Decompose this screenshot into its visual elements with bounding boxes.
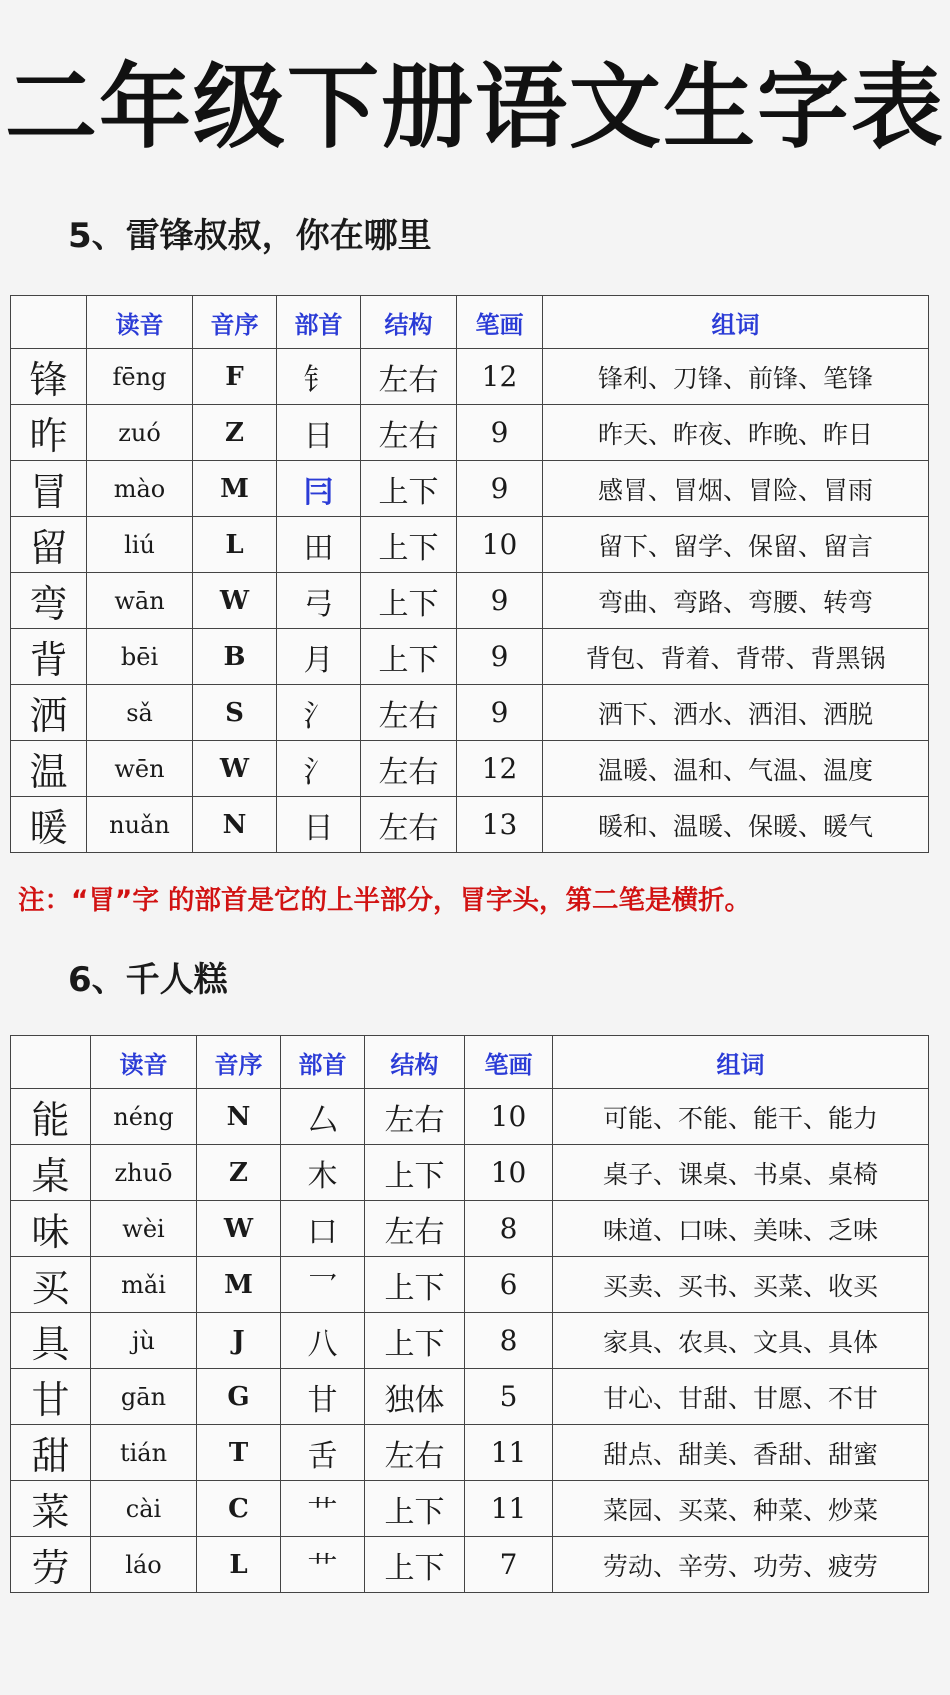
words-cell: 买卖、买书、买菜、收买 xyxy=(553,1257,929,1313)
strokes-cell: 6 xyxy=(465,1257,553,1313)
header-char xyxy=(11,1036,91,1089)
pinyin-cell: nuǎn xyxy=(87,797,193,853)
pinyin-cell: zuó xyxy=(87,405,193,461)
structure-cell: 左右 xyxy=(365,1425,465,1481)
lesson-5-title: 5、雷锋叔叔，你在哪里 xyxy=(68,216,432,256)
words-cell: 甘心、甘甜、甘愿、不甘 xyxy=(553,1369,929,1425)
table-row xyxy=(11,1145,929,1201)
lesson-6-title: 6、千人糕 xyxy=(68,960,228,1000)
header-pinyin: 读音 xyxy=(91,1036,197,1089)
structure-cell: 上下 xyxy=(361,573,457,629)
radical-cell: 田 xyxy=(277,517,361,573)
header-initial: 音序 xyxy=(197,1036,281,1089)
character-cell: 锋 xyxy=(11,349,87,405)
header-initial: 音序 xyxy=(193,296,277,349)
table-row xyxy=(11,405,929,461)
words-cell: 弯曲、弯路、弯腰、转弯 xyxy=(543,573,929,629)
strokes-cell: 12 xyxy=(457,349,543,405)
pinyin-cell: mào xyxy=(87,461,193,517)
character-cell: 弯 xyxy=(11,573,87,629)
table-header-row xyxy=(11,296,929,349)
initial-cell: B xyxy=(193,629,277,685)
header-words: 组词 xyxy=(543,296,929,349)
pinyin-cell: tián xyxy=(91,1425,197,1481)
words-cell: 可能、不能、能干、能力 xyxy=(553,1089,929,1145)
character-cell: 劳 xyxy=(11,1537,91,1593)
character-cell: 昨 xyxy=(11,405,87,461)
words-cell: 菜园、买菜、种菜、炒菜 xyxy=(553,1481,929,1537)
initial-cell: J xyxy=(197,1313,281,1369)
strokes-cell: 8 xyxy=(465,1313,553,1369)
strokes-cell: 9 xyxy=(457,685,543,741)
initial-cell: Z xyxy=(197,1145,281,1201)
strokes-cell: 9 xyxy=(457,405,543,461)
table-row xyxy=(11,349,929,405)
character-cell: 买 xyxy=(11,1257,91,1313)
character-cell: 桌 xyxy=(11,1145,91,1201)
words-cell: 留下、留学、保留、留言 xyxy=(543,517,929,573)
radical-cell: 八 xyxy=(281,1313,365,1369)
table-row xyxy=(11,685,929,741)
header-words: 组词 xyxy=(553,1036,929,1089)
structure-cell: 上下 xyxy=(365,1257,465,1313)
character-cell: 能 xyxy=(11,1089,91,1145)
words-cell: 味道、口味、美味、乏味 xyxy=(553,1201,929,1257)
structure-cell: 独体 xyxy=(365,1369,465,1425)
words-cell: 锋利、刀锋、前锋、笔锋 xyxy=(543,349,929,405)
initial-cell: L xyxy=(193,517,277,573)
pinyin-cell: cài xyxy=(91,1481,197,1537)
pinyin-cell: wēn xyxy=(87,741,193,797)
radical-note: 注：“冒”字 的部首是它的上半部分，冒字头，第二笔是横折。 xyxy=(18,885,752,916)
initial-cell: W xyxy=(197,1201,281,1257)
initial-cell: C xyxy=(197,1481,281,1537)
radical-cell: 乛 xyxy=(281,1257,365,1313)
structure-cell: 左右 xyxy=(361,685,457,741)
initial-cell: M xyxy=(197,1257,281,1313)
words-cell: 家具、农具、文具、具体 xyxy=(553,1313,929,1369)
structure-cell: 左右 xyxy=(361,405,457,461)
strokes-cell: 9 xyxy=(457,461,543,517)
words-cell: 洒下、洒水、洒泪、洒脱 xyxy=(543,685,929,741)
radical-cell: 氵 xyxy=(277,685,361,741)
initial-cell: W xyxy=(193,741,277,797)
radical-cell: 艹 xyxy=(281,1537,365,1593)
words-cell: 昨天、昨夜、昨晚、昨日 xyxy=(543,405,929,461)
strokes-cell: 12 xyxy=(457,741,543,797)
lesson-6-character-table xyxy=(10,1035,929,1593)
initial-cell: T xyxy=(197,1425,281,1481)
structure-cell: 上下 xyxy=(365,1481,465,1537)
table-row xyxy=(11,629,929,685)
structure-cell: 上下 xyxy=(365,1537,465,1593)
words-cell: 背包、背着、背带、背黑锅 xyxy=(543,629,929,685)
strokes-cell: 5 xyxy=(465,1369,553,1425)
pinyin-cell: liú xyxy=(87,517,193,573)
radical-cell: 木 xyxy=(281,1145,365,1201)
pinyin-cell: gān xyxy=(91,1369,197,1425)
initial-cell: S xyxy=(193,685,277,741)
structure-cell: 左右 xyxy=(361,797,457,853)
table-row xyxy=(11,741,929,797)
character-cell: 温 xyxy=(11,741,87,797)
header-radical: 部首 xyxy=(281,1036,365,1089)
structure-cell: 左右 xyxy=(365,1201,465,1257)
table-row xyxy=(11,1537,929,1593)
radical-cell: 钅 xyxy=(277,349,361,405)
radical-cell: 月 xyxy=(277,629,361,685)
strokes-cell: 10 xyxy=(465,1089,553,1145)
pinyin-cell: sǎ xyxy=(87,685,193,741)
structure-cell: 上下 xyxy=(361,461,457,517)
pinyin-cell: fēng xyxy=(87,349,193,405)
initial-cell: F xyxy=(193,349,277,405)
table-row xyxy=(11,573,929,629)
table-row xyxy=(11,1089,929,1145)
words-cell: 温暖、温和、气温、温度 xyxy=(543,741,929,797)
table-row xyxy=(11,1425,929,1481)
pinyin-cell: wèi xyxy=(91,1201,197,1257)
character-cell: 甜 xyxy=(11,1425,91,1481)
structure-cell: 左右 xyxy=(361,349,457,405)
structure-cell: 左右 xyxy=(361,741,457,797)
page-title: 二年级下册语文生字表 xyxy=(4,54,945,161)
radical-cell: 舌 xyxy=(281,1425,365,1481)
table-row xyxy=(11,1257,929,1313)
header-structure: 结构 xyxy=(361,296,457,349)
pinyin-cell: néng xyxy=(91,1089,197,1145)
header-structure: 结构 xyxy=(365,1036,465,1089)
radical-cell: 日 xyxy=(277,797,361,853)
header-strokes: 笔画 xyxy=(457,296,543,349)
character-cell: 暖 xyxy=(11,797,87,853)
radical-cell: 艹 xyxy=(281,1481,365,1537)
character-cell: 味 xyxy=(11,1201,91,1257)
pinyin-cell: bēi xyxy=(87,629,193,685)
initial-cell: N xyxy=(193,797,277,853)
pinyin-cell: jù xyxy=(91,1313,197,1369)
character-cell: 冒 xyxy=(11,461,87,517)
radical-cell: 甘 xyxy=(281,1369,365,1425)
strokes-cell: 9 xyxy=(457,573,543,629)
table-row xyxy=(11,797,929,853)
initial-cell: N xyxy=(197,1089,281,1145)
structure-cell: 左右 xyxy=(365,1089,465,1145)
strokes-cell: 11 xyxy=(465,1481,553,1537)
header-radical: 部首 xyxy=(277,296,361,349)
table-row xyxy=(11,461,929,517)
strokes-cell: 7 xyxy=(465,1537,553,1593)
character-cell: 菜 xyxy=(11,1481,91,1537)
structure-cell: 上下 xyxy=(365,1145,465,1201)
radical-cell: 厶 xyxy=(281,1089,365,1145)
radical-cell: 冃 xyxy=(277,461,361,517)
character-cell: 留 xyxy=(11,517,87,573)
words-cell: 劳动、辛劳、功劳、疲劳 xyxy=(553,1537,929,1593)
structure-cell: 上下 xyxy=(361,517,457,573)
radical-cell: 氵 xyxy=(277,741,361,797)
initial-cell: M xyxy=(193,461,277,517)
initial-cell: Z xyxy=(193,405,277,461)
header-strokes: 笔画 xyxy=(465,1036,553,1089)
words-cell: 桌子、课桌、书桌、桌椅 xyxy=(553,1145,929,1201)
structure-cell: 上下 xyxy=(365,1313,465,1369)
words-cell: 感冒、冒烟、冒险、冒雨 xyxy=(543,461,929,517)
radical-cell: 口 xyxy=(281,1201,365,1257)
pinyin-cell: zhuō xyxy=(91,1145,197,1201)
table-row xyxy=(11,1313,929,1369)
header-char xyxy=(11,296,87,349)
words-cell: 甜点、甜美、香甜、甜蜜 xyxy=(553,1425,929,1481)
character-cell: 甘 xyxy=(11,1369,91,1425)
strokes-cell: 11 xyxy=(465,1425,553,1481)
lesson-5-character-table xyxy=(10,295,929,853)
table-row xyxy=(11,517,929,573)
pinyin-cell: mǎi xyxy=(91,1257,197,1313)
initial-cell: L xyxy=(197,1537,281,1593)
strokes-cell: 13 xyxy=(457,797,543,853)
structure-cell: 上下 xyxy=(361,629,457,685)
table-row xyxy=(11,1201,929,1257)
radical-cell: 日 xyxy=(277,405,361,461)
character-cell: 背 xyxy=(11,629,87,685)
strokes-cell: 8 xyxy=(465,1201,553,1257)
table-row xyxy=(11,1481,929,1537)
character-cell: 洒 xyxy=(11,685,87,741)
radical-cell: 弓 xyxy=(277,573,361,629)
strokes-cell: 10 xyxy=(457,517,543,573)
strokes-cell: 10 xyxy=(465,1145,553,1201)
initial-cell: G xyxy=(197,1369,281,1425)
strokes-cell: 9 xyxy=(457,629,543,685)
initial-cell: W xyxy=(193,573,277,629)
table-header-row xyxy=(11,1036,929,1089)
pinyin-cell: láo xyxy=(91,1537,197,1593)
table-row xyxy=(11,1369,929,1425)
words-cell: 暖和、温暖、保暖、暖气 xyxy=(543,797,929,853)
character-cell: 具 xyxy=(11,1313,91,1369)
pinyin-cell: wān xyxy=(87,573,193,629)
header-pinyin: 读音 xyxy=(87,296,193,349)
